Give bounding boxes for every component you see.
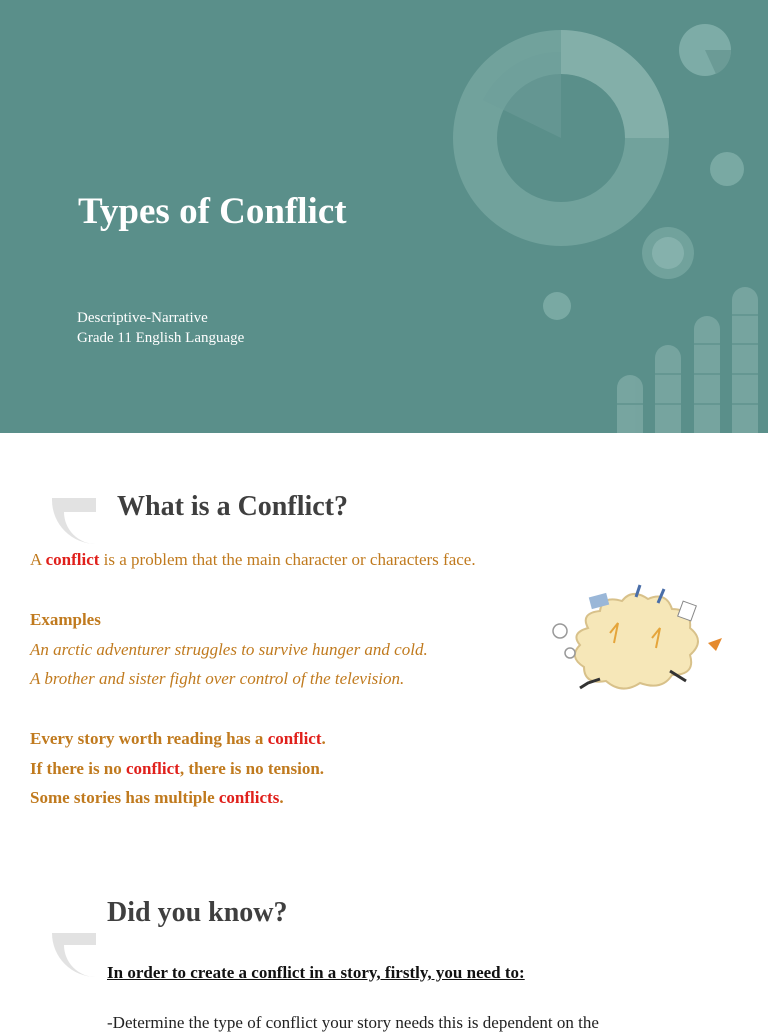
- statement-term: conflict: [126, 759, 180, 778]
- content-slide: [0, 433, 768, 1032]
- small-circle-icon: [642, 227, 694, 279]
- example-item: A brother and sister fight over control of the television.: [30, 669, 405, 688]
- statement-text: .: [279, 788, 284, 807]
- section-heading: What is a Conflict?: [117, 491, 348, 522]
- subtitle-line: Descriptive-Narrative: [77, 310, 208, 326]
- bar-decoration: [617, 287, 758, 433]
- statement-term: conflict: [267, 729, 322, 748]
- conflict-illustration-icon: [540, 583, 740, 698]
- small-circle-icon: [710, 152, 744, 186]
- examples-label: Examples: [30, 610, 101, 629]
- title-slide: [0, 0, 768, 433]
- subtitle-line: Grade 11 English Language: [77, 330, 245, 346]
- statement-line: [30, 788, 284, 808]
- definition-term: conflict: [45, 550, 100, 569]
- section-heading: Did you know?: [107, 897, 288, 928]
- statement-text: Every story worth reading has a: [30, 729, 268, 748]
- page-title: Types of Conflict: [78, 191, 347, 232]
- definition-prefix: A: [30, 550, 46, 569]
- statement-text: , there is no tension.: [179, 759, 325, 778]
- statement-line: [30, 759, 324, 779]
- donut-decoration-icon: [475, 52, 647, 224]
- statement-line: [30, 729, 326, 749]
- small-circle-icon: [679, 24, 731, 76]
- statement-text: .: [321, 729, 326, 748]
- statement-text: Some stories has multiple: [30, 788, 219, 807]
- quarter-circle-icon: [52, 498, 96, 544]
- definition-suffix: is a problem that the main character or characters face.: [99, 550, 476, 569]
- partial-bullet-text: -Determine the type of conflict your story needs this is dependent on the: [107, 1013, 599, 1032]
- quarter-circle-icon: [52, 933, 96, 977]
- instruction-text: In order to create a conflict in a story, firstly, you need to:: [107, 963, 525, 982]
- example-item: An arctic adventurer struggles to survive hunger and cold.: [30, 640, 428, 659]
- statement-term: conflicts: [218, 788, 280, 807]
- statement-text: If there is no: [30, 759, 127, 778]
- small-circle-icon: [543, 292, 571, 320]
- definition-text: [30, 550, 476, 570]
